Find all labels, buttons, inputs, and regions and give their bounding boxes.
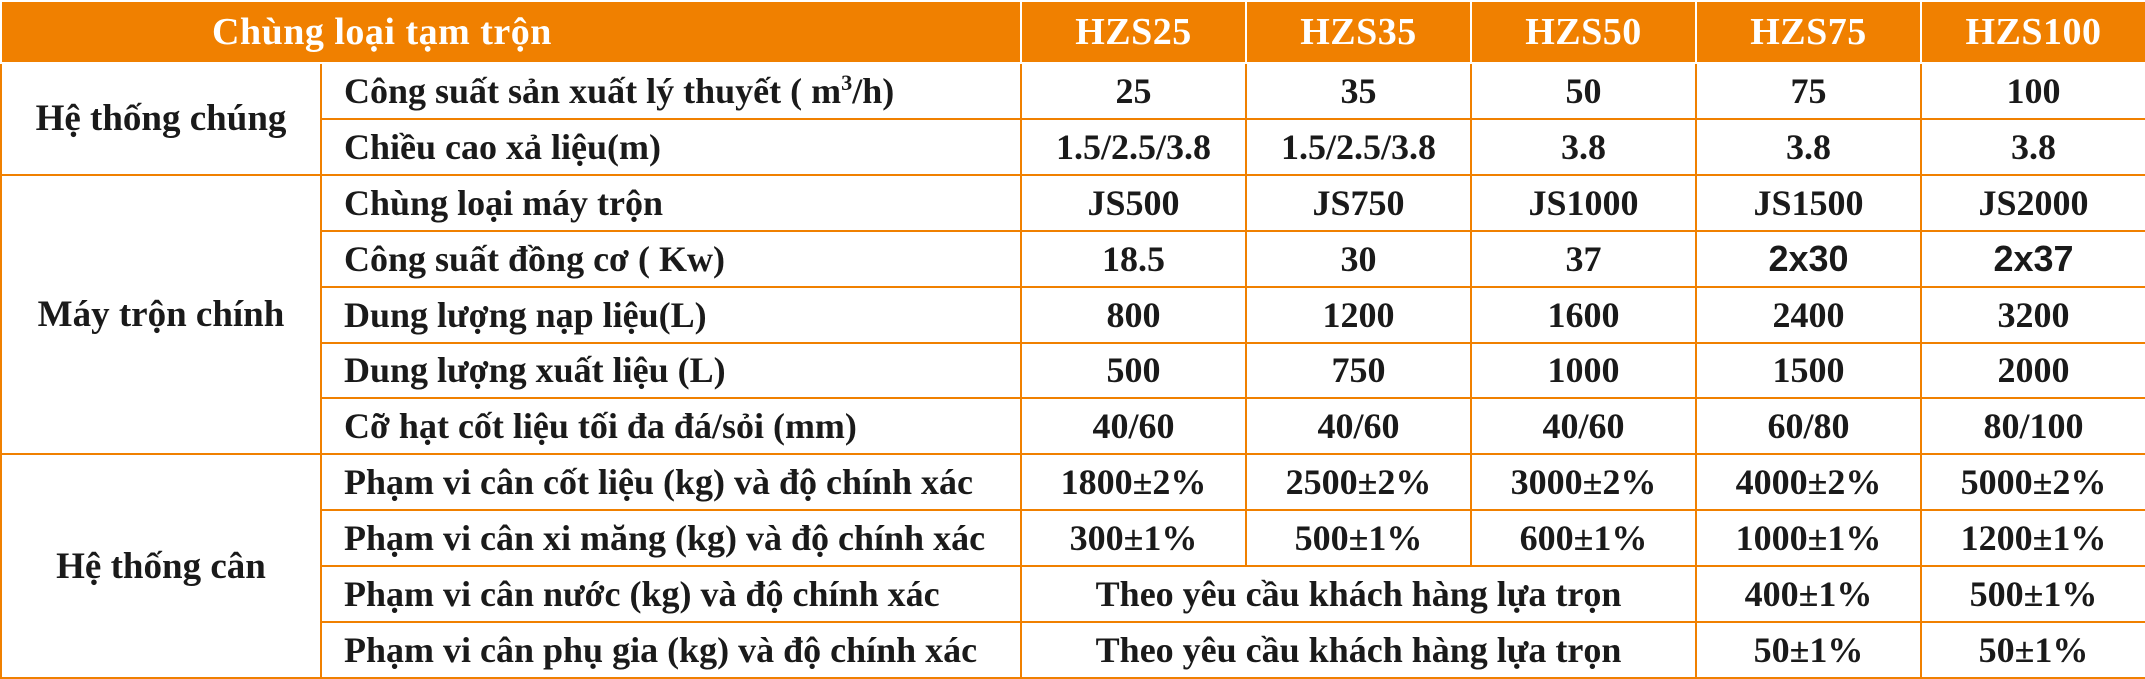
table-row [1,175,2145,231]
table-title: Chùng loại tạm trộn [1,1,1021,63]
table-row [1,622,2145,678]
row-label-co-hat-cot-lieu: Cỡ hạt cốt liệu tối đa đá/sỏi (mm) [321,398,1021,454]
cell-value: 2500±2% [1246,454,1471,510]
cell-value: 3000±2% [1471,454,1696,510]
cell-value: JS2000 [1921,175,2145,231]
row-label-text-pre: Công suất sản xuất lý thuyết ( m [344,70,842,111]
row-label-can-cot-lieu: Phạm vi cân cốt liệu (kg) và độ chính xác [321,454,1021,510]
cell-value: 1600 [1471,287,1696,343]
cell-value: 40/60 [1471,398,1696,454]
cell-value-merged: Theo yêu cầu khách hàng lựa trọn [1021,622,1696,678]
cell-value: 750 [1246,343,1471,399]
cell-value: 40/60 [1246,398,1471,454]
header-row [1,1,2145,63]
cell-value: 60/80 [1696,398,1921,454]
group-label-may-tron-chinh: Máy trộn chính [1,175,321,455]
cell-value: 37 [1471,231,1696,287]
cell-value: 18.5 [1021,231,1246,287]
cell-value: 1000 [1471,343,1696,399]
cell-value: 2x30 [1696,231,1921,287]
cell-value: 80/100 [1921,398,2145,454]
cell-value: 3.8 [1696,119,1921,175]
cell-value: 75 [1696,63,1921,119]
table-row [1,454,2145,510]
cell-value: 50 [1471,63,1696,119]
cell-value: 3.8 [1471,119,1696,175]
group-label-he-thong-chung: Hệ thống chúng [1,63,321,175]
row-label-superscript: 3 [841,69,853,95]
table-row [1,231,2145,287]
cell-value: 35 [1246,63,1471,119]
column-header-model-3: HZS50 [1471,1,1696,63]
row-label-can-phu-gia: Phạm vi cân phụ gia (kg) và độ chính xác [321,622,1021,678]
cell-value: 2000 [1921,343,2145,399]
cell-value: 100 [1921,63,2145,119]
cell-value: JS500 [1021,175,1246,231]
cell-value: 400±1% [1696,566,1921,622]
cell-value: 1000±1% [1696,510,1921,566]
cell-value: 1800±2% [1021,454,1246,510]
column-header-model-5: HZS100 [1921,1,2145,63]
column-header-model-1: HZS25 [1021,1,1246,63]
row-label-can-nuoc: Phạm vi cân nước (kg) và độ chính xác [321,566,1021,622]
cell-value: 1.5/2.5/3.8 [1021,119,1246,175]
cell-value: 3200 [1921,287,2145,343]
table-row [1,63,2145,119]
row-label-can-xi-mang: Phạm vi cân xi măng (kg) và độ chính xác [321,510,1021,566]
cell-value: 50±1% [1696,622,1921,678]
cell-value: 4000±2% [1696,454,1921,510]
table-row [1,510,2145,566]
cell-value: 2x37 [1921,231,2145,287]
cell-value: 3.8 [1921,119,2145,175]
cell-value: 500±1% [1921,566,2145,622]
row-label-dung-luong-xuat-lieu: Dung lượng xuất liệu (L) [321,343,1021,399]
group-label-he-thong-can: Hệ thống cân [1,454,321,678]
cell-value: 800 [1021,287,1246,343]
cell-value: 500±1% [1246,510,1471,566]
cell-value: 1500 [1696,343,1921,399]
cell-value: JS750 [1246,175,1471,231]
cell-value: 500 [1021,343,1246,399]
row-label-cong-suat-dong-co: Công suất đồng cơ ( Kw) [321,231,1021,287]
cell-value: 30 [1246,231,1471,287]
cell-value: 2400 [1696,287,1921,343]
cell-value-merged: Theo yêu cầu khách hàng lựa trọn [1021,566,1696,622]
cell-value: 40/60 [1021,398,1246,454]
cell-value: 1.5/2.5/3.8 [1246,119,1471,175]
cell-value: 300±1% [1021,510,1246,566]
cell-value: 5000±2% [1921,454,2145,510]
row-label-text-post: /h) [852,70,895,111]
table-row [1,398,2145,454]
table-row [1,287,2145,343]
table-header [1,1,2145,63]
column-header-model-2: HZS35 [1246,1,1471,63]
cell-value: 25 [1021,63,1246,119]
row-label-dung-luong-nap-lieu: Dung lượng nạp liệu(L) [321,287,1021,343]
table-body [1,63,2145,678]
row-label-chung-loai-may-tron: Chùng loại máy trộn [321,175,1021,231]
table-row [1,119,2145,175]
cell-value: 1200 [1246,287,1471,343]
column-header-model-4: HZS75 [1696,1,1921,63]
cell-value: 1200±1% [1921,510,2145,566]
cell-value: 600±1% [1471,510,1696,566]
row-label-cong-suat-san-xuat [321,63,1021,119]
cell-value: 50±1% [1921,622,2145,678]
cell-value: JS1500 [1696,175,1921,231]
cell-value: JS1000 [1471,175,1696,231]
table-row [1,566,2145,622]
row-label-chieu-cao-xa-lieu: Chiều cao xả liệu(m) [321,119,1021,175]
table-row [1,343,2145,399]
